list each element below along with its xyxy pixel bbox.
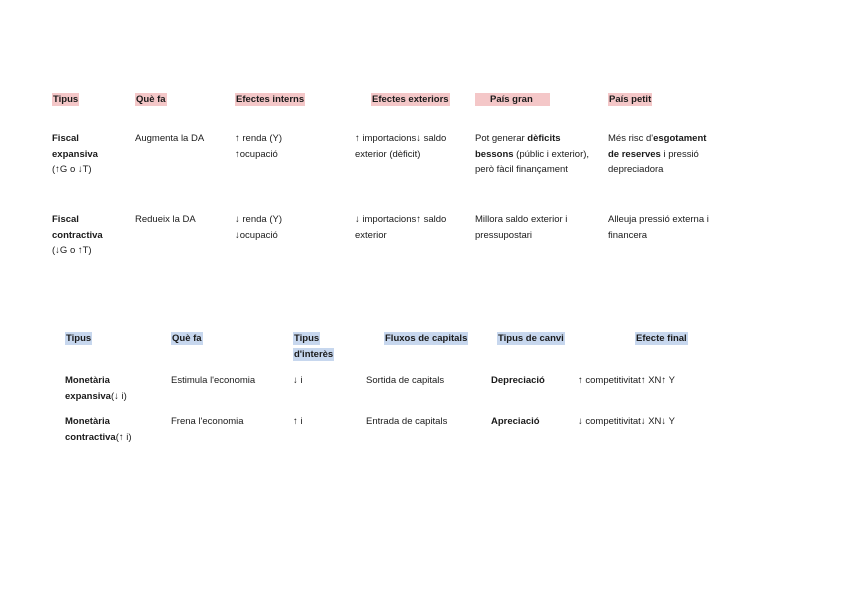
row1-tipus: Fiscal expansiva (↑G o ↓T) [52,133,98,175]
row1-pais-petit: Més risc d'esgotament de reserves i pressió depreciadora [608,133,707,175]
header-tipus: Tipus [53,94,79,105]
row1-efectes-exteriors: ↑ importacions↓ saldo exterior (dèficit) [355,133,447,160]
row2-1-interes: ↓ i [293,375,303,386]
row2-2-canvi: Apreciació [491,416,540,427]
row1-efectes-interns: ↑ renda (Y) ↑ocupació [235,133,282,160]
header-pais-gran: País gran [475,92,550,108]
row2-1-que-fa: Estimula l'economia [171,375,256,386]
header2-tipus: Tipus [66,333,92,344]
row2-1-fluxos: Sortida de capitals [366,375,445,386]
row1-pais-gran: Pot generar dèficits bessons (públic i exterior), però fàcil finançament [475,133,590,175]
row2-pais-gran: Millora saldo exterior i pressupostari [475,214,568,241]
header2-efecte-final: Efecte final [636,333,687,344]
header-efectes-interns: Efectes interns [236,94,305,105]
row2-efectes-exteriors: ↓ importacions↑ saldo exterior [355,214,447,241]
header2-que-fa: Què fa [172,333,202,344]
header2-tipus-canvi: Tipus de canvi [498,333,564,344]
header2-tipus-interes: Tipus d'interès [294,333,334,360]
row2-2-que-fa: Frena l'economia [171,416,244,427]
row2-2-interes: ↑ i [293,416,303,427]
row2-1-tipus: Monetària expansiva(↓ i) [65,375,127,402]
header2-fluxos-capitals: Fluxos de capitals [385,333,468,344]
row2-1-canvi: Depreciació [491,375,545,386]
header-efectes-exteriors: Efectes exteriors [372,94,449,105]
row2-2-fluxos: Entrada de capitals [366,416,448,427]
row2-efectes-interns: ↓ renda (Y) ↓ocupació [235,214,282,241]
row2-que-fa: Redueix la DA [135,214,196,225]
row2-2-efecte: ↓ competitivitat↓ XN↓ Y [578,416,675,427]
row1-que-fa: Augmenta la DA [135,133,205,144]
row2-tipus: Fiscal contractiva (↓G o ↑T) [52,214,103,256]
header-que-fa: Què fa [136,94,166,105]
row2-2-tipus: Monetària contractiva(↑ i) [65,416,132,443]
header-pais-petit: País petit [609,94,652,105]
row2-pais-petit: Alleuja pressió externa i financera [608,214,709,241]
row2-1-efecte: ↑ competitivitat↑ XN↑ Y [578,375,675,386]
